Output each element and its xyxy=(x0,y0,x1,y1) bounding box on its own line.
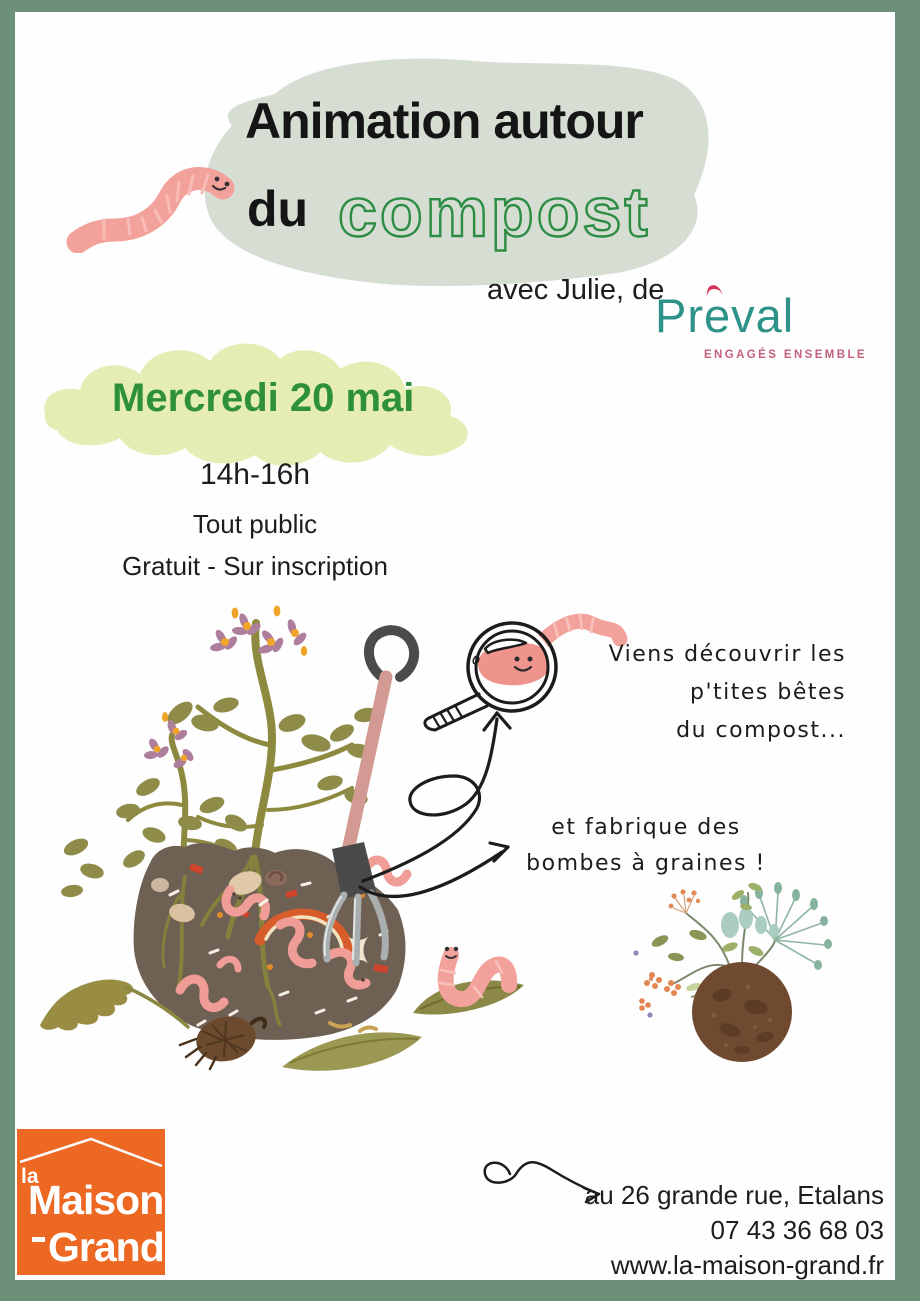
event-terms: Gratuit - Sur inscription xyxy=(122,551,388,581)
poster-title-line1: Animation autour xyxy=(245,93,643,149)
worm-icon xyxy=(58,158,248,253)
preval-logo xyxy=(655,288,867,361)
event-time: 14h-16h xyxy=(199,458,311,491)
note-make: et fabrique des bombes à graines ! xyxy=(526,815,766,876)
curly-arrow-icon xyxy=(363,713,510,881)
contact-website: www.la-maison-grand.fr xyxy=(610,1250,884,1280)
logo-prefix: la xyxy=(21,1165,39,1188)
flower-cluster xyxy=(144,606,309,770)
contact-address: au 26 grande rue, Etalans xyxy=(584,1180,884,1210)
poster-title-line2-prefix: du xyxy=(247,181,309,237)
event-audience: Tout public xyxy=(192,509,318,539)
preval-logo-name: Pr eval xyxy=(655,288,867,343)
preval-tagline: ENGAGÉS ENSEMBLE xyxy=(703,349,867,361)
logo-line1: Maison xyxy=(28,1177,164,1223)
logo-line2: Grand xyxy=(48,1224,164,1270)
seed-bomb-illustration xyxy=(633,881,832,1062)
magnifier-icon xyxy=(425,615,620,730)
event-info xyxy=(95,458,415,582)
poster-title-highlight-word: compost xyxy=(338,173,651,251)
contact-info xyxy=(585,1178,884,1283)
logo-dash xyxy=(32,1237,45,1242)
maison-grand-logo xyxy=(17,1129,165,1275)
contact-phone: 07 43 36 68 03 xyxy=(710,1215,884,1245)
note-discover: Viens découvrir les p'tites bêtes du compost... xyxy=(608,642,846,743)
event-date: Mercredi 20 mai xyxy=(112,376,415,420)
roof-icon xyxy=(17,1129,165,1174)
byline: avec Julie, de xyxy=(487,274,665,306)
